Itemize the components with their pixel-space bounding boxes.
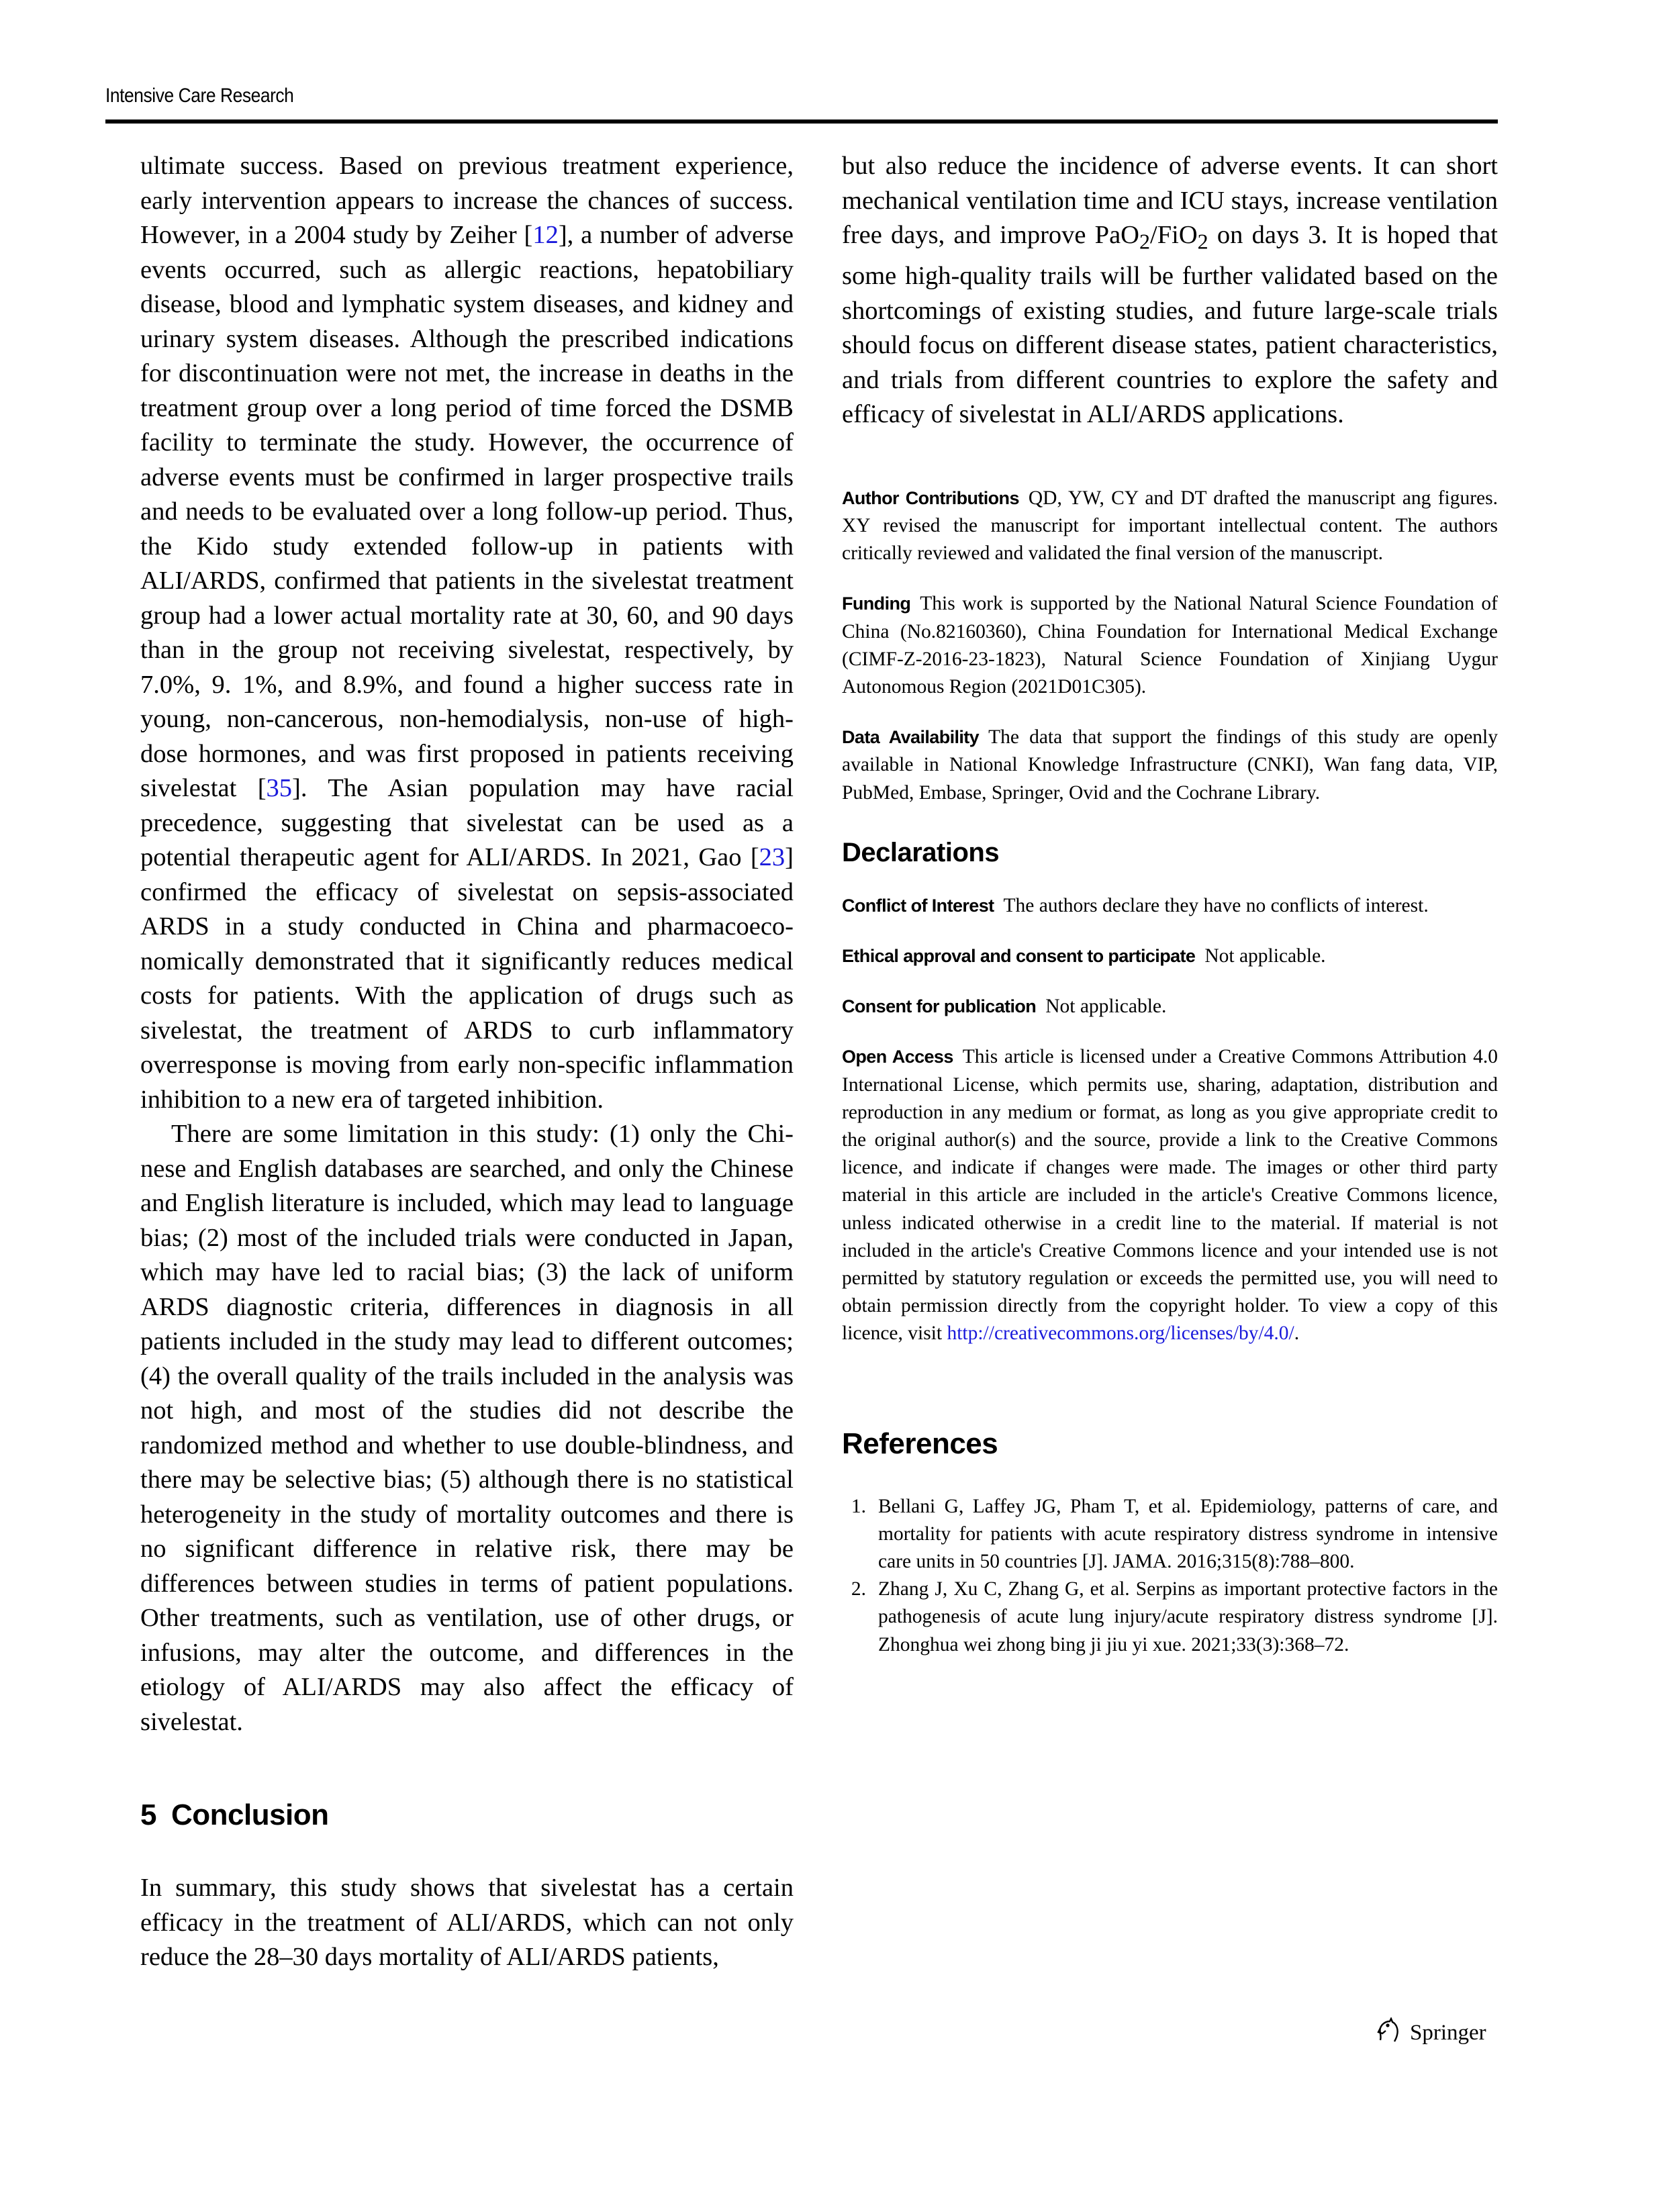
citation-link[interactable]: 35 (266, 774, 293, 802)
right-column (842, 149, 1498, 1659)
publisher-name: Springer (1410, 2021, 1486, 2045)
reference-list (842, 1493, 1498, 1659)
author-contributions (842, 485, 1498, 568)
text-run: but also reduce the incidence of adverse events. It can short mechanical ventilation time and ICU stays, increase ventilation free days, and improve PaO (842, 152, 1498, 249)
author-contributions-text: QD, YW, CY and DT drafted the manuscript ang figures. XY revised the manuscript for important intellectual content. The authors critically reviewed and validated the final version of the manuscript. (842, 487, 1498, 565)
springer-logo (1376, 2017, 1486, 2049)
conclusion-paragraph: In summary, this study shows that sivelestat has a certain efficacy in the treatment of ALI/ARDS, which can not only reduce the 28–30 days mortality of ALI/ARDS patients, (140, 1874, 794, 1971)
section-title: Conclusion (171, 1798, 329, 1831)
section-number: 5 (140, 1798, 156, 1831)
open-access (842, 1043, 1498, 1347)
reference-number: 1. (851, 1495, 866, 1517)
data-availability-text: The data that support the findings of this study are openly available in National Knowledge Infrastructure (CNKI), Wan fang data, VIP, PubMed, Embase, Springer, Ovid and the Cochrane Library. (842, 726, 1498, 804)
reference-text: Zhang J, Xu C, Zhang G, et al. Serpins as important protective factors in the pathogenesis of acute lung injury/acute respiratory distress syndrome [J]. Zhonghua wei zhong bing ji jiu yi xue. 2021;33(3):368–72. (878, 1578, 1498, 1655)
subscript: 2 (1139, 229, 1151, 254)
funding (842, 590, 1498, 701)
text-run: /FiO (1150, 221, 1198, 249)
ethical-approval (842, 943, 1498, 970)
header-rule (105, 119, 1498, 124)
ethical-label: Ethical approval and consent to participate (842, 945, 1196, 966)
limitations-paragraph: There are some limitation in this study: (1) only the Chinese and English databases are searched, and only the Chinese and English literature is included, which may lead to language bias; (2) most of the included trials were conducted in Japan, which may have led to racial bias; (3) the lack of uniform ARDS diagnostic criteria, differences in diagnosis in all patients included in the study may lead to different outcomes; (4) the overall quality of the trails included in the analysis was not high, and most of the studies did not describe the randomized method and whether to use double-blindness, and there may be selective bias; (5) although there is no statistical heterogeneity in the study of mortality outcomes and there is no significant difference in relative risk, there may be differences between studies in terms of patient populations. Other treatments, such as ventilation, use of other drugs, or infusions, may alter the outcome, and differences in the etiology of ALI/ARDS may also affect the efficacy of sivelestat. (140, 1120, 794, 1736)
consent-label: Consent for publication (842, 996, 1037, 1017)
consent-text: Not applicable. (1045, 996, 1167, 1018)
data-availability (842, 724, 1498, 807)
text-run: ultimate success. Based on previous treatment experience, early intervention appears to increase the chances of success. However, in a 2004 study by Zeiher [ (140, 152, 794, 249)
references-heading: References (842, 1427, 998, 1460)
citation-link[interactable]: 23 (759, 843, 786, 871)
author-contributions-label: Author Contributions (842, 487, 1019, 508)
citation-link[interactable]: 12 (532, 221, 559, 249)
consent-for-publication (842, 993, 1498, 1020)
conclusion-continuation (842, 149, 1498, 432)
reference-item (842, 1576, 1498, 1659)
running-head-journal: Intensive Care Research (105, 85, 294, 107)
conflict-text: The authors declare they have no conflicts of interest. (1003, 894, 1429, 916)
springer-horse-icon (1376, 2017, 1400, 2049)
text-run: ] confirmed the efficacy of sivelestat on sepsis-associated ARDS in a study conducted in China and pharmacoeconomically demonstrated that it significantly reduces medical costs for patients. With the application of drugs such as sivelestat, the treatment of ARDS to curb inflammatory overresponse is moving from early non-specific inflammation inhibition to a new era of targeted inhibition. (140, 843, 794, 1114)
discussion-paragraph (140, 149, 794, 1117)
reference-number: 2. (851, 1578, 866, 1600)
conclusion-heading (140, 1798, 794, 1832)
text-run: ]. The Asian population may have racial precedence, suggesting that sivelestat can be used as a potential therapeutic agent for ALI/ARDS. In 2021, Gao [ (140, 774, 794, 871)
text-run: ], a number of adverse events occurred, such as allergic reactions, hepatobiliary disease, blood and lymphatic system diseases, and kidney and urinary system diseases. Although the prescribed indications for discontinuation were not met, the increase in deaths in the treatment group over a long period of time forced the DSMB facility to terminate the study. However, the occurrence of adverse events must be confirmed in larger prospective trails and needs to be evaluated over a long follow-up period. Thus, the Kido study extended follow-up in patients with ALI/ARDS, confirmed that patients in the sivelestat treatment group had a lower actual mortality rate at 30, 60, and 90 days than in the group not receiving sivelestat, respectively, by 7.0%, 9. 1%, and 8.9%, and found a higher success rate in young, non-cancerous, non-hemodialysis, non-use of high-dose hormones, and was first proposed in patients receiving sivelestat [ (140, 221, 794, 802)
text-run: on days 3. It is hoped that some high-quality trails will be further validated based on the shortcomings of existing studies, and future large-scale trials should focus on different disease states, patient characteristics, and trials from different countries to explore the safety and efficacy of sivelestat in ALI/ARDS applications. (842, 221, 1498, 429)
conflict-of-interest (842, 892, 1498, 920)
conflict-label: Conflict of Interest (842, 895, 994, 916)
reference-text: Bellani G, Laffey JG, Pham T, et al. Epidemiology, patterns of care, and mortality for patients with acute respiratory distress syndrome in intensive care units in 50 countries [J]. JAMA. 2016;315(8):788–800. (878, 1495, 1498, 1572)
funding-text: This work is supported by the National Natural Science Foundation of China (No.82160360), China Foundation for International Medical Exchange (CIMF-Z-2016-23-1823), Natural Science Foundation of Xinjiang Uygur Autonomous Region (2021D01C305). (842, 593, 1498, 698)
left-column (140, 149, 794, 1975)
reference-item (842, 1493, 1498, 1576)
ethical-text: Not applicable. (1204, 945, 1326, 967)
text-run: . (1294, 1323, 1300, 1345)
data-availability-label: Data Availability (842, 727, 980, 748)
creative-commons-link[interactable]: http://creativecommons.org/licenses/by/4.0/ (947, 1323, 1294, 1345)
subscript: 2 (1197, 229, 1208, 254)
open-access-text: This article is licensed under a Creative Commons Attribution 4.0 International License, which permits use, sharing, adaptation, distribution and reproduction in any medium or format, as long as you give appropriate credit to the original author(s) and the source, provide a link to the Creative Commons licence, and indicate if changes were made. The images or other third party material in this article are included in the article's Creative Commons licence, unless indicated otherwise in a credit line to the material. If material is not included in the article's Creative Commons licence and your intended use is not permitted by statutory regulation or exceeds the permitted use, you will need to obtain permission directly from the copyright holder. To view a copy of this licence, visit (842, 1046, 1498, 1345)
open-access-label: Open Access (842, 1047, 953, 1067)
declarations-heading: Declarations (842, 837, 1000, 867)
funding-label: Funding (842, 593, 911, 614)
